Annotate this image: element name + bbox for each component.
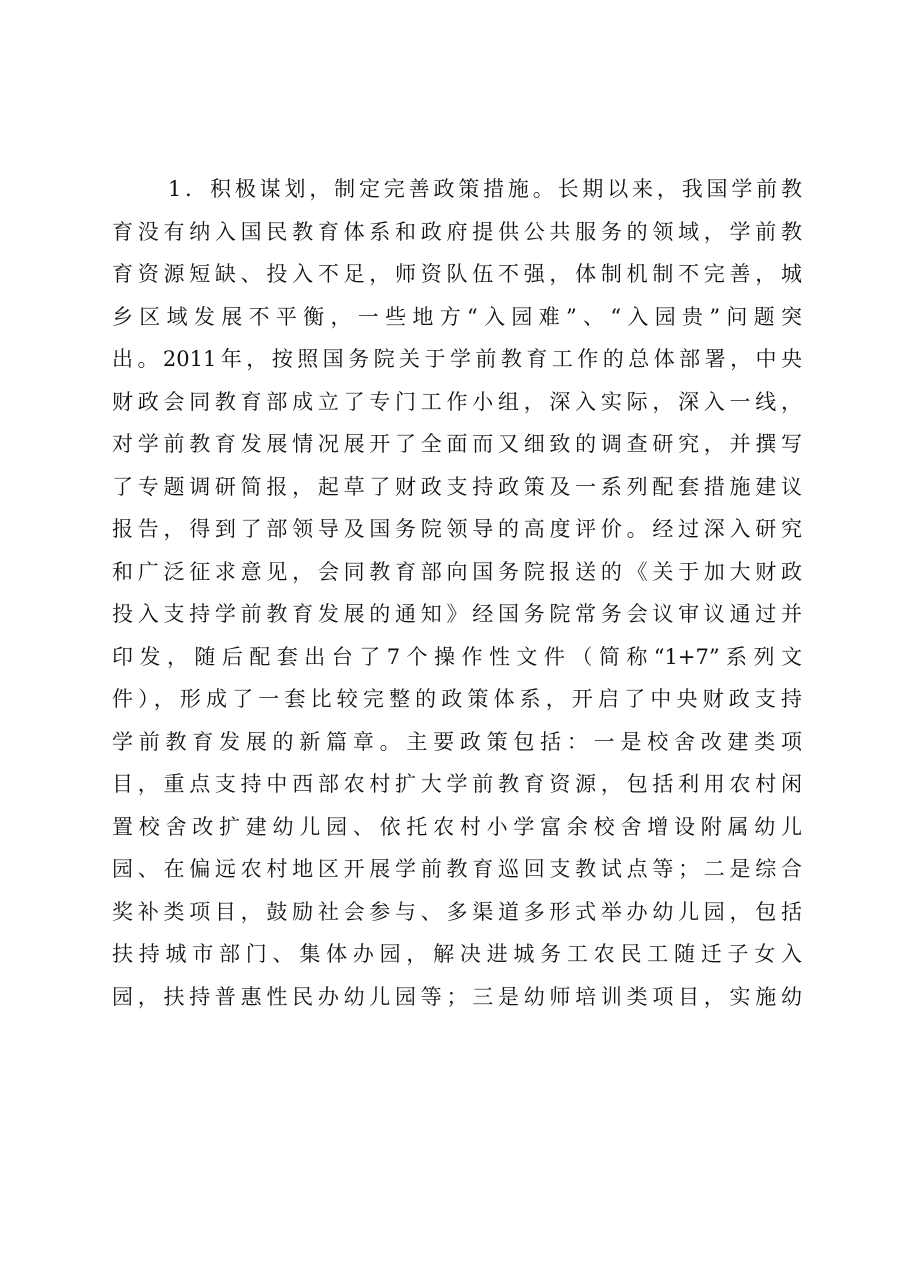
text-line: 投入支持学前教育发展的通知》经国务院常务会议审议通过并 (112, 602, 802, 626)
text-line: 对学前教育发展情况展开了全面而又细致的调查研究，并撰写 (112, 432, 802, 456)
text-line: 目，重点支持中西部农村扩大学前教育资源，包括利用农村闲 (112, 772, 802, 796)
document-body (112, 168, 802, 1018)
text-line: 了专题调研简报，起草了财政支持政策及一系列配套措施建议 (112, 474, 802, 499)
text-line: 育没有纳入国民教育体系和政府提供公共服务的领域，学前教 (112, 219, 802, 244)
text-line: 1．积极谋划，制定完善政策措施。长期以来，我国学前教 (168, 177, 802, 201)
text-line: 育资源短缺、投入不足，师资队伍不强，体制机制不完善，城 (112, 262, 802, 286)
text-line: 学前教育发展的新篇章。主要政策包括：一是校舍改建类项 (112, 729, 802, 754)
text-line: 件），形成了一套比较完整的政策体系，开启了中央财政支持 (112, 687, 802, 711)
text-line: 园、在偏远农村地区开展学前教育巡回支教试点等；二是综合 (112, 857, 802, 881)
text-line: 和广泛征求意见，会同教育部向国务院报送的《关于加大财政 (112, 559, 802, 584)
text-line: 财政会同教育部成立了专门工作小组，深入实际，深入一线， (112, 389, 802, 414)
text-line: 乡区域发展不平衡，一些地方“入园难”、“入园贵”问题突 (112, 304, 802, 329)
text-line: 印发，随后配套出台了7个操作性文件（简称“1+7”系列文 (112, 644, 802, 669)
text-line: 出。2011年，按照国务院关于学前教育工作的总体部署，中央 (112, 347, 802, 371)
text-line: 奖补类项目，鼓励社会参与、多渠道多形式举办幼儿园，包括 (112, 899, 802, 924)
text-line: 报告，得到了部领导及国务院领导的高度评价。经过深入研究 (112, 517, 802, 541)
text-line: 扶持城市部门、集体办园，解决进城务工农民工随迁子女入 (112, 942, 802, 966)
text-line: 园，扶持普惠性民办幼儿园等；三是幼师培训类项目，实施幼 (112, 984, 802, 1009)
text-line: 置校舍改扩建幼儿园、依托农村小学富余校舍增设附属幼儿 (112, 814, 802, 839)
